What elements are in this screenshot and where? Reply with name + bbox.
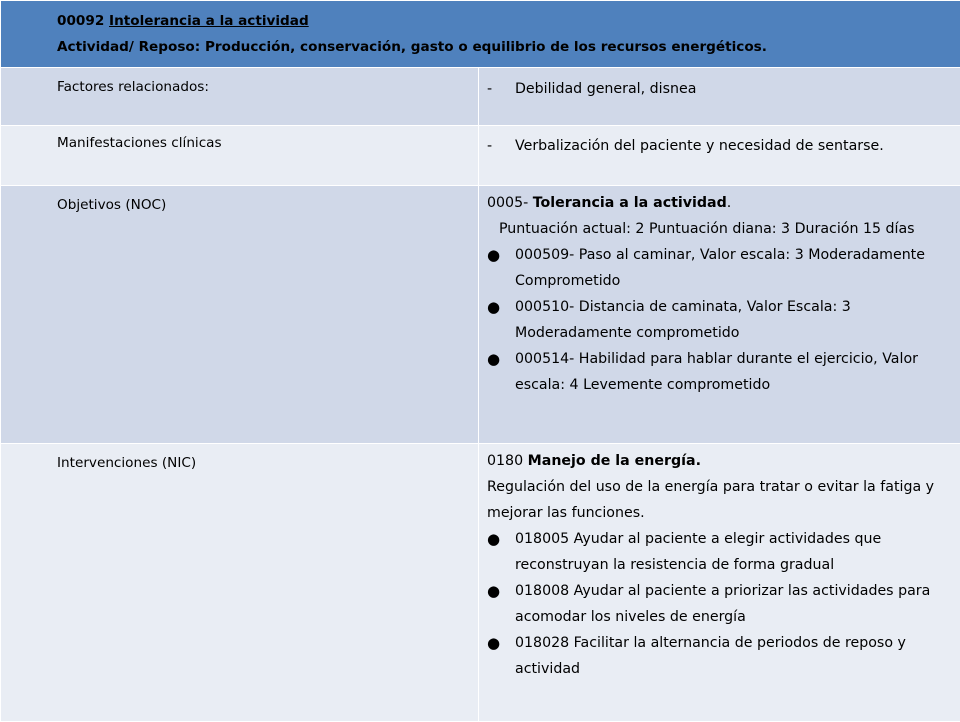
nic-activity: 018005 Ayudar al paciente a elegir actividades que reconstruyan la resistencia de forma gradual: [515, 526, 952, 578]
list-item: [487, 526, 952, 578]
list-item: [487, 630, 952, 682]
noc-label: Objetivos (NOC): [1, 186, 479, 444]
dash-mark: -: [487, 133, 515, 159]
nic-code: 0180: [487, 453, 523, 469]
nic-activity: 018008 Ayudar al paciente a priorizar las actividades para acomodar los niveles de energía: [515, 578, 952, 630]
nic-label: Intervenciones (NIC): [1, 444, 479, 722]
bullet-icon: ●: [487, 630, 515, 682]
bullet-icon: ●: [487, 242, 515, 294]
diagnosis-header-row: [1, 1, 960, 68]
nic-activity-list: [487, 526, 952, 682]
table-row-factores: [1, 68, 960, 126]
nic-title: Manejo de la energía.: [528, 453, 701, 469]
bullet-icon: ●: [487, 578, 515, 630]
nic-heading: [487, 448, 952, 474]
list-item: [487, 578, 952, 630]
diagnosis-title: Intolerancia a la actividad: [109, 13, 309, 29]
noc-indicator: 000509- Paso al caminar, Valor escala: 3 Moderadamente Comprometido: [515, 242, 952, 294]
table-row-nic: [1, 444, 960, 722]
factores-text: Debilidad general, disnea: [515, 76, 696, 102]
table-row-noc: [1, 186, 960, 444]
noc-indicator-list: [487, 242, 952, 398]
noc-indicator: 000510- Distancia de caminata, Valor Escala: 3 Moderadamente comprometido: [515, 294, 952, 346]
diagnosis-code-title: [57, 12, 960, 30]
factores-value: [479, 68, 960, 126]
noc-heading: [487, 190, 952, 216]
list-item: [487, 346, 952, 398]
manifestaciones-value: [479, 126, 960, 186]
bullet-icon: ●: [487, 294, 515, 346]
nic-description: Regulación del uso de la energía para tratar o evitar la fatiga y mejorar las funciones.: [487, 474, 952, 526]
factores-label: Factores relacionados:: [1, 68, 479, 126]
noc-scores: Puntuación actual: 2 Puntuación diana: 3 Duración 15 días: [487, 216, 952, 242]
dash-mark: -: [487, 76, 515, 102]
manifestaciones-label: Manifestaciones clínicas: [1, 126, 479, 186]
noc-code: 0005-: [487, 195, 528, 211]
nic-value: [479, 444, 960, 722]
list-item: [487, 294, 952, 346]
noc-indicator: 000514- Habilidad para hablar durante el ejercicio, Valor escala: 4 Levemente comprometido: [515, 346, 952, 398]
noc-title-suffix: .: [727, 195, 732, 211]
list-item: [487, 242, 952, 294]
bullet-icon: ●: [487, 526, 515, 578]
nic-activity: 018028 Facilitar la alternancia de periodos de reposo y actividad: [515, 630, 952, 682]
noc-value: [479, 186, 960, 444]
table-row-manifestaciones: [1, 126, 960, 186]
manifestaciones-text: Verbalización del paciente y necesidad de sentarse.: [515, 133, 884, 159]
noc-title: Tolerancia a la actividad: [533, 195, 727, 211]
diagnosis-header: [1, 1, 960, 68]
bullet-icon: ●: [487, 346, 515, 398]
diagnosis-domain: Actividad/ Reposo: Producción, conservación, gasto o equilibrio de los recursos energéticos.: [57, 39, 767, 55]
diagnosis-code: 00092: [57, 13, 104, 29]
